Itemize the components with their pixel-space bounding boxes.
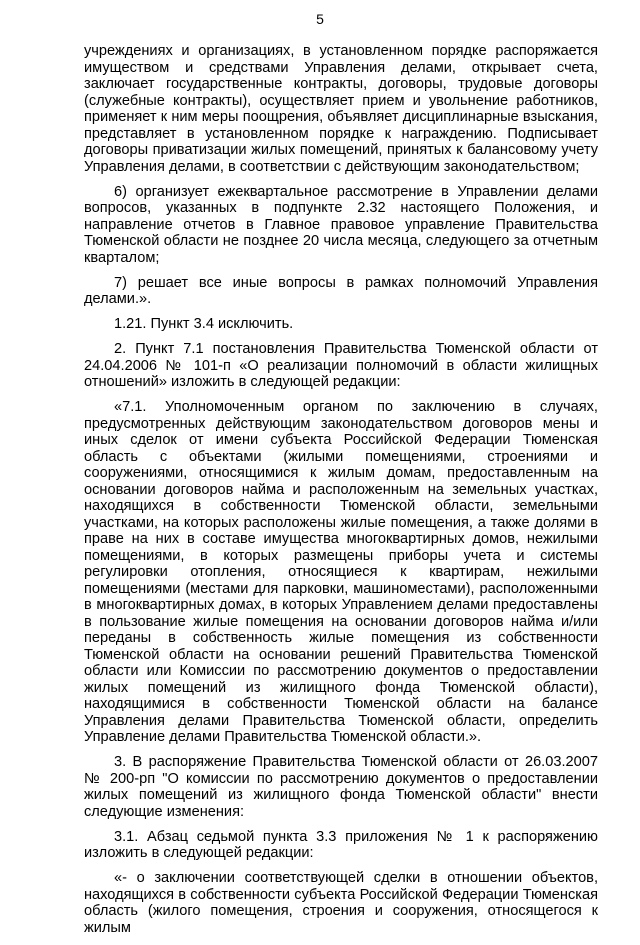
paragraph-item-6: 6) организует ежеквартальное рассмотрение в Управлении делами вопросов, указанных в подпункте 2.32 настоящего Положения, и направление отчетов в Главное правовое управление Правительства Тюменской области не позднее 20 числа месяца, следующего за отчетным кварталом; [84, 183, 598, 266]
paragraph-clause-3-1: 3.1. Абзац седьмой пункта 3.3 приложения № 1 к распоряжению изложить в следующей редакции: [84, 828, 598, 861]
paragraph-quote-7-1: «7.1. Уполномоченным органом по заключению в случаях, предусмотренных действующим законодательством договоров мены и иных сделок от имени субъекта Российской Федерации Тюменская область с объектами (жилыми помещениями, строениями и сооружениями, относящимися к жилым домам, предоставленным на основании договоров найма и расположенным на земельных участках, находящихся в собственности Тюменской области, земельными участками, на которых расположены жилые помещения, а также долями в праве на них в составе имущества многоквартирных домов, нежилыми помещениями, в которых размещены приборы учета и системы регулировки отопления, относящиеся к квартирам, нежилыми помещениями (местами для парковки, машиноместами), расположенными в многоквартирных домах, в которых Управлением делами предоставлены в пользование жилые помещения на основании договоров найма и/или переданы в собственность жилые помещения из собственности Тюменской области на основании решений Правительства Тюменской области или Комиссии по рассмотрению документов о предоставлении жилых помещений из жилищного фонда Тюменской области), находящимися в собственности Тюменской области на балансе Управления делами Правительства Тюменской области, определить Управление делами Правительства Тюменской области.». [84, 399, 598, 745]
paragraph-clause-3: 3. В распоряжение Правительства Тюменской области от 26.03.2007 № 200-рп "О комиссии по рассмотрению документов о предоставлении жилых помещений из жилищного фонда Тюменской области" внести следующие изменения: [84, 754, 598, 820]
document-text [84, 43, 598, 945]
page-number: 5 [316, 11, 324, 27]
paragraph-item-7: 7) решает все иные вопросы в рамках полномочий Управления делами.». [84, 274, 598, 307]
paragraph-clause-2: 2. Пункт 7.1 постановления Правительства Тюменской области от 24.04.2006 № 101-п «О реализации полномочий в области жилищных отношений» изложить в следующей редакции: [84, 341, 598, 390]
paragraph-quote-new-text: «- о заключении соответствующей сделки в отношении объектов, находящихся в собственности субъекта Российской Федерации Тюменская область (жилого помещения, строения и сооружения, относящегося к жилым [84, 870, 598, 936]
paragraph-clause-1-21: 1.21. Пункт 3.4 исключить. [114, 316, 294, 332]
paragraph-continuation: учреждениях и организациях, в установленном порядке распоряжается имуществом и средствами Управления делами, открывает счета, заключает государственные контракты, договоры, трудовые договоры (служебные контракты), осуществляет прием и увольнение работников, применяет к ним меры поощрения, объявляет дисциплинарные взыскания, представляет в установленном порядке к награждению. Подписывает договоры приватизации жилых помещений, принятых к балансовому учету Управления делами, в соответствии с действующим законодательством; [84, 43, 598, 175]
